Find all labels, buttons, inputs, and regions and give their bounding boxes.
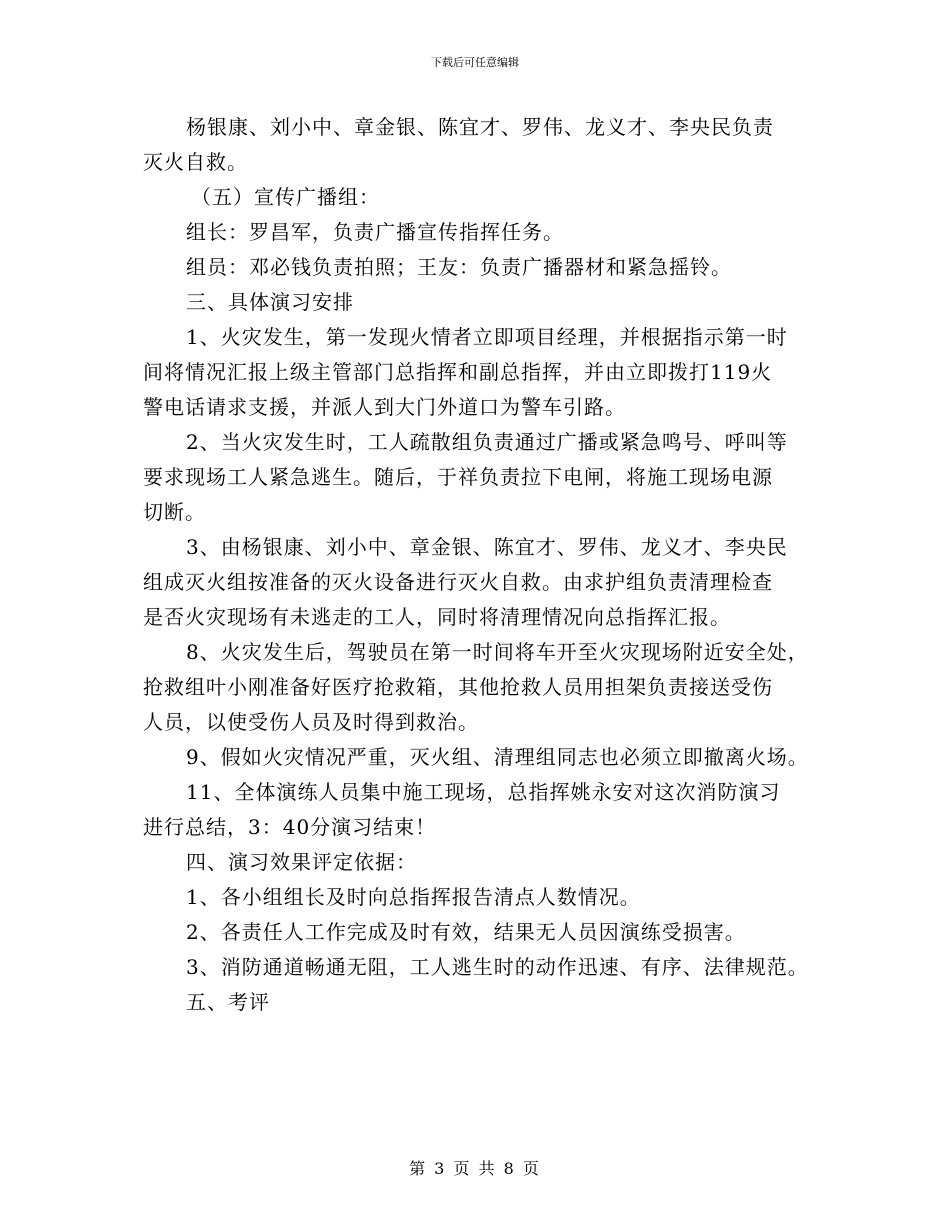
text-line: 杨银康、刘小中、章金银、陈宜才、罗伟、龙义才、李央民负责 (186, 115, 774, 139)
section-heading: 四、演习效果评定依据： (186, 850, 417, 874)
text-line: 组成灭火组按准备的灭火设备进行灭火自救。由求护组负责清理检查 (143, 570, 773, 594)
text-line: 要求现场工人紧急逃生。随后，于祥负责拉下电闸，将施工现场电源 (143, 465, 773, 489)
document-body (143, 110, 843, 1020)
text-line: 1、各小组组长及时向总指挥报告清点人数情况。 (186, 885, 641, 909)
text-line: 灭火自救。 (143, 150, 248, 174)
page-footer: 第 3 页 共 8 页 (409, 1159, 541, 1178)
text-line: 进行总结，3：40分演习结束！ (143, 815, 437, 839)
text-line: 组员：邓必钱负责拍照；王友：负责广播器材和紧急摇铃。 (186, 255, 732, 279)
page-header: 下载后可任意编辑 (431, 56, 519, 69)
text-line: 是否火灾现场有未逃走的工人，同时将清理情况向总指挥汇报。 (143, 605, 731, 629)
text-line: 抢救组叶小刚准备好医疗抢救箱，其他抢救人员用担架负责接送受伤 (143, 675, 773, 699)
text-line: 3、由杨银康、刘小中、章金银、陈宜才、罗伟、龙义才、李央民 (186, 535, 788, 559)
text-line: 切断。 (143, 500, 206, 524)
section-heading: 三、具体演习安排 (186, 290, 354, 314)
text-line: 9、假如火灾情况严重，灭火组、清理组同志也必须立即撤离火场。 (186, 745, 809, 769)
text-line: 2、当火灾发生时，工人疏散组负责通过广播或紧急鸣号、呼叫等 (186, 430, 788, 454)
text-line: 8、火灾发生后，驾驶员在第一时间将车开至火灾现场附近安全处， (186, 640, 809, 664)
text-line: 3、消防通道畅通无阻，工人逃生时的动作迅速、有序、法律规范。 (186, 955, 809, 979)
text-line: 2、各责任人工作完成及时有效，结果无人员因演练受损害。 (186, 920, 746, 944)
section-heading: 五、考评 (186, 990, 270, 1014)
section-heading: （五）宣传广播组： (191, 185, 380, 209)
text-line: 警电话请求支援，并派人到大门外道口为警车引路。 (143, 395, 626, 419)
text-line: 组长：罗昌军，负责广播宣传指挥任务。 (186, 220, 564, 244)
text-line: 1、火灾发生，第一发现火情者立即项目经理，并根据指示第一时 (186, 325, 788, 349)
text-line: 11、全体演练人员集中施工现场，总指挥姚永安对这次消防演习 (186, 780, 781, 804)
text-line: 间将情况汇报上级主管部门总指挥和副总指挥，并由立即拨打119火 (143, 360, 773, 384)
text-line: 人员，以使受伤人员及时得到救治。 (143, 710, 479, 734)
